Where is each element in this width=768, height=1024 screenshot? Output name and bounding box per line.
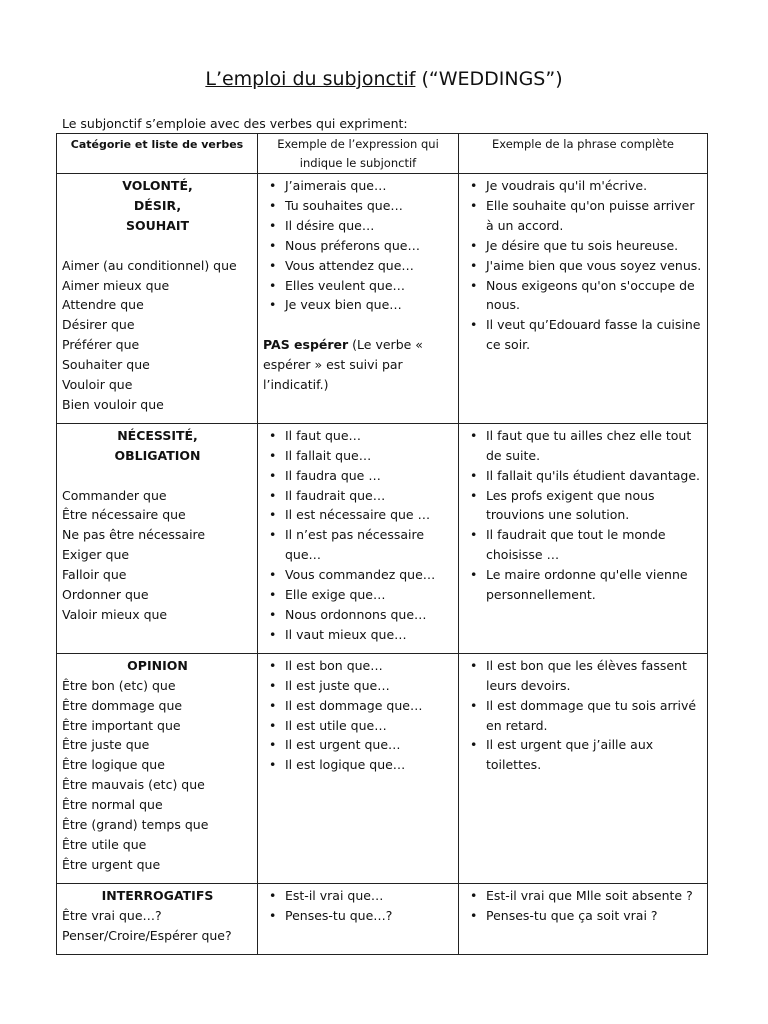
verb-item: Être urgent que	[62, 856, 161, 872]
expression-item: • Il vaut mieux que…	[263, 625, 454, 645]
expression-item: • Il est juste que…	[263, 676, 454, 696]
example-item: • Penses-tu que ça soit vrai ?	[464, 906, 703, 926]
intro-text: Le subjonctif s’emploie avec des verbes qui expriment:	[62, 116, 408, 131]
example-item: • Il veut qu’Edouard fasse la cuisine ce soir.	[464, 315, 703, 355]
verb-item: Désirer que	[62, 317, 135, 333]
category-title: SOUHAIT	[125, 217, 190, 233]
verb-item: Ne pas être nécessaire	[62, 527, 206, 543]
verb-item: Vouloir que	[62, 377, 133, 393]
verb-item: Aimer (au conditionnel) que	[62, 257, 237, 273]
example-item: • Il est urgent que j’aille aux toilettes.	[464, 735, 703, 775]
category-title: DÉSIR,	[133, 197, 182, 213]
verb-item: Attendre que	[62, 297, 144, 313]
spacer	[263, 315, 454, 335]
expression-content	[258, 654, 458, 783]
example-item: • Il fallait qu'ils étudient davantage.	[464, 466, 703, 486]
expression-item: • Je veux bien que…	[263, 295, 454, 315]
note-text: (Le verbe « espérer » est suivi par l’indicatif.)	[263, 337, 423, 393]
expression-item: • Nous ordonnons que…	[263, 605, 454, 625]
example-content	[459, 654, 707, 783]
category-title: VOLONTÉ,	[122, 178, 193, 193]
expression-item: • Il faudrait que…	[263, 486, 454, 506]
expression-item: • Vous commandez que…	[263, 565, 454, 585]
expression-list	[263, 426, 454, 645]
header-row	[57, 134, 708, 174]
category-title: NÉCESSITÉ,	[117, 427, 198, 443]
verb-item: Préférer que	[62, 337, 140, 353]
example-item: • Il est dommage que tu sois arrivé en retard.	[464, 696, 703, 736]
verb-item: Souhaiter que	[62, 357, 150, 373]
verb-item: Être normal que	[62, 797, 163, 813]
title-suffix: (“WEDDINGS”)	[415, 68, 563, 90]
example-content	[459, 424, 707, 613]
expression-item: • Il est bon que…	[263, 656, 454, 676]
verb-item: Penser/Croire/Espérer que?	[62, 927, 232, 943]
subjunctive-table	[56, 133, 708, 955]
verb-item: Exiger que	[62, 547, 130, 563]
expression-content	[258, 884, 458, 934]
expression-cell	[258, 174, 459, 424]
verb-item: Être dommage que	[62, 697, 183, 713]
spacer	[62, 466, 253, 486]
expression-item: • Il n’est pas nécessaire que…	[263, 525, 454, 565]
example-list	[464, 656, 703, 775]
verb-item: Ordonner que	[62, 587, 149, 603]
expression-item: • Nous préferons que…	[263, 236, 454, 256]
expression-item: • Il faut que…	[263, 426, 454, 446]
example-list	[464, 886, 703, 926]
verb-item: Être nécessaire que	[62, 507, 186, 523]
expression-item: • Il est nécessaire que …	[263, 505, 454, 525]
example-cell	[459, 653, 708, 883]
example-cell	[459, 423, 708, 653]
expression-list	[263, 886, 454, 926]
verb-item: Bien vouloir que	[62, 396, 164, 412]
category-content	[57, 174, 257, 423]
expression-item: • Vous attendez que…	[263, 256, 454, 276]
example-cell	[459, 174, 708, 424]
example-item: • J'aime bien que vous soyez venus.	[464, 256, 703, 276]
verb-item: Être mauvais (etc) que	[62, 777, 205, 793]
example-item: • Je désire que tu sois heureuse.	[464, 236, 703, 256]
header-expression: Exemple de l’expression qui indique le subjonctif	[258, 134, 459, 174]
document-title	[0, 66, 768, 92]
example-item: • Il faut que tu ailles chez elle tout de suite.	[464, 426, 703, 466]
expression-item: • Il est utile que…	[263, 716, 454, 736]
category-cell	[57, 883, 258, 954]
expression-cell	[258, 883, 459, 954]
category-cell	[57, 653, 258, 883]
table-row	[57, 883, 708, 954]
table-row	[57, 423, 708, 653]
example-list	[464, 176, 703, 355]
category-cell	[57, 423, 258, 653]
example-item: • Les profs exigent que nous trouvions une solution.	[464, 486, 703, 526]
example-item: • Le maire ordonne qu'elle vienne personnellement.	[464, 565, 703, 605]
title-main: L’emploi du subjonctif	[205, 68, 416, 90]
verb-item: Être (grand) temps que	[62, 817, 209, 833]
category-title: OBLIGATION	[114, 447, 201, 463]
spacer	[62, 236, 253, 256]
expression-item: • Elles veulent que…	[263, 276, 454, 296]
expression-cell	[258, 423, 459, 653]
category-title: OPINION	[127, 657, 188, 673]
verb-item: Être important que	[62, 717, 181, 733]
table-row	[57, 653, 708, 883]
expression-cell	[258, 653, 459, 883]
example-cell	[459, 883, 708, 954]
verb-item: Être logique que	[62, 757, 165, 773]
expression-item: • Elle exige que…	[263, 585, 454, 605]
note-bold: PAS espérer	[263, 337, 349, 353]
verb-item: Être vrai que…?	[62, 907, 162, 923]
expression-item: • Tu souhaites que…	[263, 196, 454, 216]
example-item: • Est-il vrai que Mlle soit absente ?	[464, 886, 703, 906]
verb-item: Aimer mieux que	[62, 277, 170, 293]
expression-content	[258, 424, 458, 653]
expression-item: • Penses-tu que…?	[263, 906, 454, 926]
category-content	[57, 424, 257, 633]
example-item: • Je voudrais qu'il m'écrive.	[464, 176, 703, 196]
verb-item: Commander que	[62, 487, 167, 503]
expression-item: • Il faudra que …	[263, 466, 454, 486]
table-row	[57, 174, 708, 424]
example-content	[459, 174, 707, 363]
expression-item: • Il est dommage que…	[263, 696, 454, 716]
category-content	[57, 654, 257, 883]
expression-item: • Il est logique que…	[263, 755, 454, 775]
expression-item: • Il est urgent que…	[263, 735, 454, 755]
example-item: • Il faudrait que tout le monde choisisse …	[464, 525, 703, 565]
header-category: Catégorie et liste de verbes	[57, 134, 258, 174]
table-body	[57, 174, 708, 955]
expression-note	[263, 335, 454, 395]
category-cell	[57, 174, 258, 424]
expression-item: • J’aimerais que…	[263, 176, 454, 196]
example-item: • Nous exigeons qu'on s'occupe de nous.	[464, 276, 703, 316]
example-item: • Elle souhaite qu'on puisse arriver à un accord.	[464, 196, 703, 236]
example-item: • Il est bon que les élèves fassent leurs devoirs.	[464, 656, 703, 696]
verb-item: Être utile que	[62, 836, 147, 852]
expression-item: • Il désire que…	[263, 216, 454, 236]
expression-list	[263, 176, 454, 315]
verb-item: Être bon (etc) que	[62, 677, 176, 693]
example-list	[464, 426, 703, 605]
expression-item: • Il fallait que…	[263, 446, 454, 466]
verb-item: Être juste que	[62, 737, 150, 753]
expression-list	[263, 656, 454, 775]
category-title: INTERROGATIFS	[101, 887, 214, 903]
verb-item: Valoir mieux que	[62, 607, 168, 622]
expression-item: • Est-il vrai que…	[263, 886, 454, 906]
verb-item: Falloir que	[62, 567, 127, 583]
category-content	[57, 884, 257, 954]
header-example: Exemple de la phrase complète	[459, 134, 708, 174]
expression-content	[258, 174, 458, 403]
example-content	[459, 884, 707, 934]
